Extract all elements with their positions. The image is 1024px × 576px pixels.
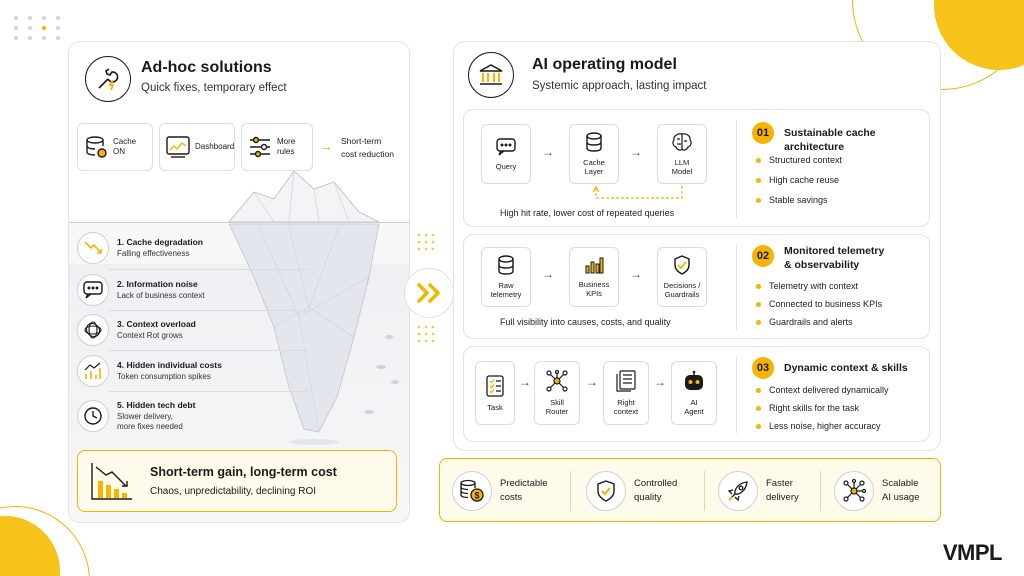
benefit-controlled-quality (586, 469, 677, 513)
short-term-gain-callout (77, 450, 397, 512)
arrow-right-icon: → (542, 145, 554, 159)
bar-chart-icon (77, 355, 109, 387)
bullet-item: Right skills for the task (756, 403, 859, 413)
issue-sub: Slower delivery, more fixes needed (117, 411, 183, 431)
database-icon (585, 132, 603, 154)
bullet-item: Context delivered dynamically (756, 385, 889, 395)
adhoc-panel (68, 41, 410, 523)
issue-information-noise (77, 271, 317, 309)
issue-cache-degradation (77, 229, 317, 267)
benefit-label: Scalable AI usage (882, 477, 920, 503)
institution-icon (468, 52, 514, 98)
flow-label: Raw telemetry (490, 281, 522, 299)
bullet-item: High cache reuse (756, 175, 839, 185)
shield-check-icon (586, 471, 626, 511)
issue-title: 5. Hidden tech debt (117, 399, 196, 410)
arrow-right-icon: → (630, 267, 642, 281)
arrow-right-icon: → (519, 375, 531, 389)
document-icon (616, 370, 636, 394)
issue-sub: Context Rot grows (117, 330, 183, 340)
flow-cache-layer (569, 124, 619, 184)
cache-loop-arrow (592, 186, 688, 204)
benefits-bar (439, 458, 941, 522)
issue-title: 3. Context overload (117, 318, 196, 329)
bullet-item: Connected to business KPIs (756, 299, 882, 309)
declining-chart-icon (90, 461, 134, 501)
decorative-dots (14, 16, 64, 40)
step-number-badge: 02 (752, 245, 774, 267)
flow-label: AI Agent (684, 398, 704, 416)
waterline (69, 222, 410, 223)
dashboard-label: Dashboard (195, 142, 235, 151)
issue-title: 1. Cache degradation (117, 236, 203, 247)
callout-title: Short-term gain, long-term cost (150, 465, 337, 479)
section-title: Monitored telemetry & observability (784, 245, 885, 272)
transition-chevron-icon (404, 268, 454, 318)
flow-query (481, 124, 531, 184)
coins-icon (452, 471, 492, 511)
flow-label: Right context (613, 398, 639, 416)
ai-model-subtitle: Systemic approach, lasting impact (532, 80, 707, 92)
clock-icon (77, 400, 109, 432)
tangle-icon (77, 314, 109, 346)
section-title: Sustainable cache architecture (784, 127, 876, 154)
flow-label: Decisions / Guardrails (663, 281, 701, 299)
flow-label: Query (495, 161, 517, 171)
issue-sub: Lack of business context (117, 290, 205, 300)
issue-tech-debt (77, 394, 317, 438)
flow-ai-agent (671, 361, 717, 425)
row-dynamic-context (463, 346, 930, 442)
bullet-item: Telemetry with context (756, 281, 858, 291)
row-cache-architecture (463, 109, 930, 227)
flow-skill-router (534, 361, 580, 425)
issue-title: 2. Information noise (117, 278, 198, 289)
section-title: Dynamic context & skills (784, 362, 908, 374)
decorative-dots (414, 230, 444, 260)
network-icon (546, 370, 568, 394)
database-icon (497, 255, 515, 277)
checklist-icon (486, 375, 504, 399)
short-term-label: Short-term cost reduction (341, 136, 394, 159)
rocket-icon (718, 471, 758, 511)
issue-title: 4. Hidden individual costs (117, 359, 222, 370)
ai-operating-model-panel (453, 41, 941, 451)
ai-model-title: AI operating model (532, 56, 677, 73)
bullet-item: Guardrails and alerts (756, 317, 853, 327)
flow-label: LLM Model (671, 158, 693, 176)
bar-chart-icon (584, 256, 604, 276)
row-caption: High hit rate, lower cost of repeated queries (500, 208, 675, 218)
network-icon (834, 471, 874, 511)
flow-raw-telemetry (481, 247, 531, 307)
step-number-badge: 03 (752, 357, 774, 379)
benefit-scalable-ai (834, 469, 920, 513)
issue-sub: Falling effectiveness (117, 248, 190, 258)
flow-label: Task (487, 402, 503, 412)
benefit-label: Controlled quality (634, 477, 678, 503)
flow-task (475, 361, 515, 425)
adhoc-title: Ad-hoc solutions (141, 59, 272, 76)
adhoc-subtitle: Quick fixes, temporary effect (141, 82, 287, 94)
shield-icon (673, 255, 691, 277)
callout-sub: Chaos, unpredictability, declining ROI (150, 486, 317, 497)
flow-label: Skill Router (545, 398, 569, 416)
vmpl-logo: VMPL (942, 540, 1002, 565)
arrow-right-icon: → (586, 375, 598, 389)
flow-decisions-guardrails (657, 247, 707, 307)
trend-down-icon (77, 232, 109, 264)
svg-text:$: $ (474, 490, 480, 501)
arrow-right-icon: → (654, 375, 666, 389)
flow-label: Cache Layer (583, 158, 605, 176)
bullet-item: Less noise, higher accuracy (756, 421, 881, 431)
issue-context-overload (77, 311, 317, 349)
flow-llm-model (657, 124, 707, 184)
row-caption: Full visibility into causes, costs, and quality (500, 317, 671, 327)
bullet-item: Stable savings (756, 195, 828, 205)
flow-label: Business KPIs (578, 280, 610, 298)
more-rules-card (241, 123, 313, 171)
benefit-faster-delivery (718, 469, 799, 513)
benefit-label: Faster delivery (766, 477, 799, 503)
arrow-right-icon: → (542, 267, 554, 281)
flow-business-kpis (569, 247, 619, 307)
brain-icon (671, 132, 693, 154)
cache-on-card (77, 123, 153, 171)
cache-on-label: Cache ON (113, 137, 137, 156)
row-telemetry (463, 234, 930, 339)
issue-hidden-costs (77, 352, 317, 390)
issue-sub: Token consumption spikes (117, 371, 211, 381)
more-rules-label: More rules (277, 137, 296, 156)
bullet-item: Structured context (756, 155, 842, 165)
arrow-right-icon: → (630, 145, 642, 159)
chat-icon (77, 274, 109, 306)
flow-right-context (603, 361, 649, 425)
step-number-badge: 01 (752, 122, 774, 144)
benefit-predictable-costs (452, 469, 548, 513)
decorative-dots (414, 322, 444, 352)
database-icon (84, 135, 108, 159)
robot-icon (683, 370, 705, 394)
sliders-icon (248, 135, 272, 159)
wrench-lightning-icon (85, 56, 131, 102)
benefit-label: Predictable costs (500, 477, 548, 503)
dashboard-card (159, 123, 235, 171)
dashboard-icon (166, 135, 190, 159)
chat-icon (496, 138, 516, 158)
arrow-right-icon: → (319, 138, 333, 154)
